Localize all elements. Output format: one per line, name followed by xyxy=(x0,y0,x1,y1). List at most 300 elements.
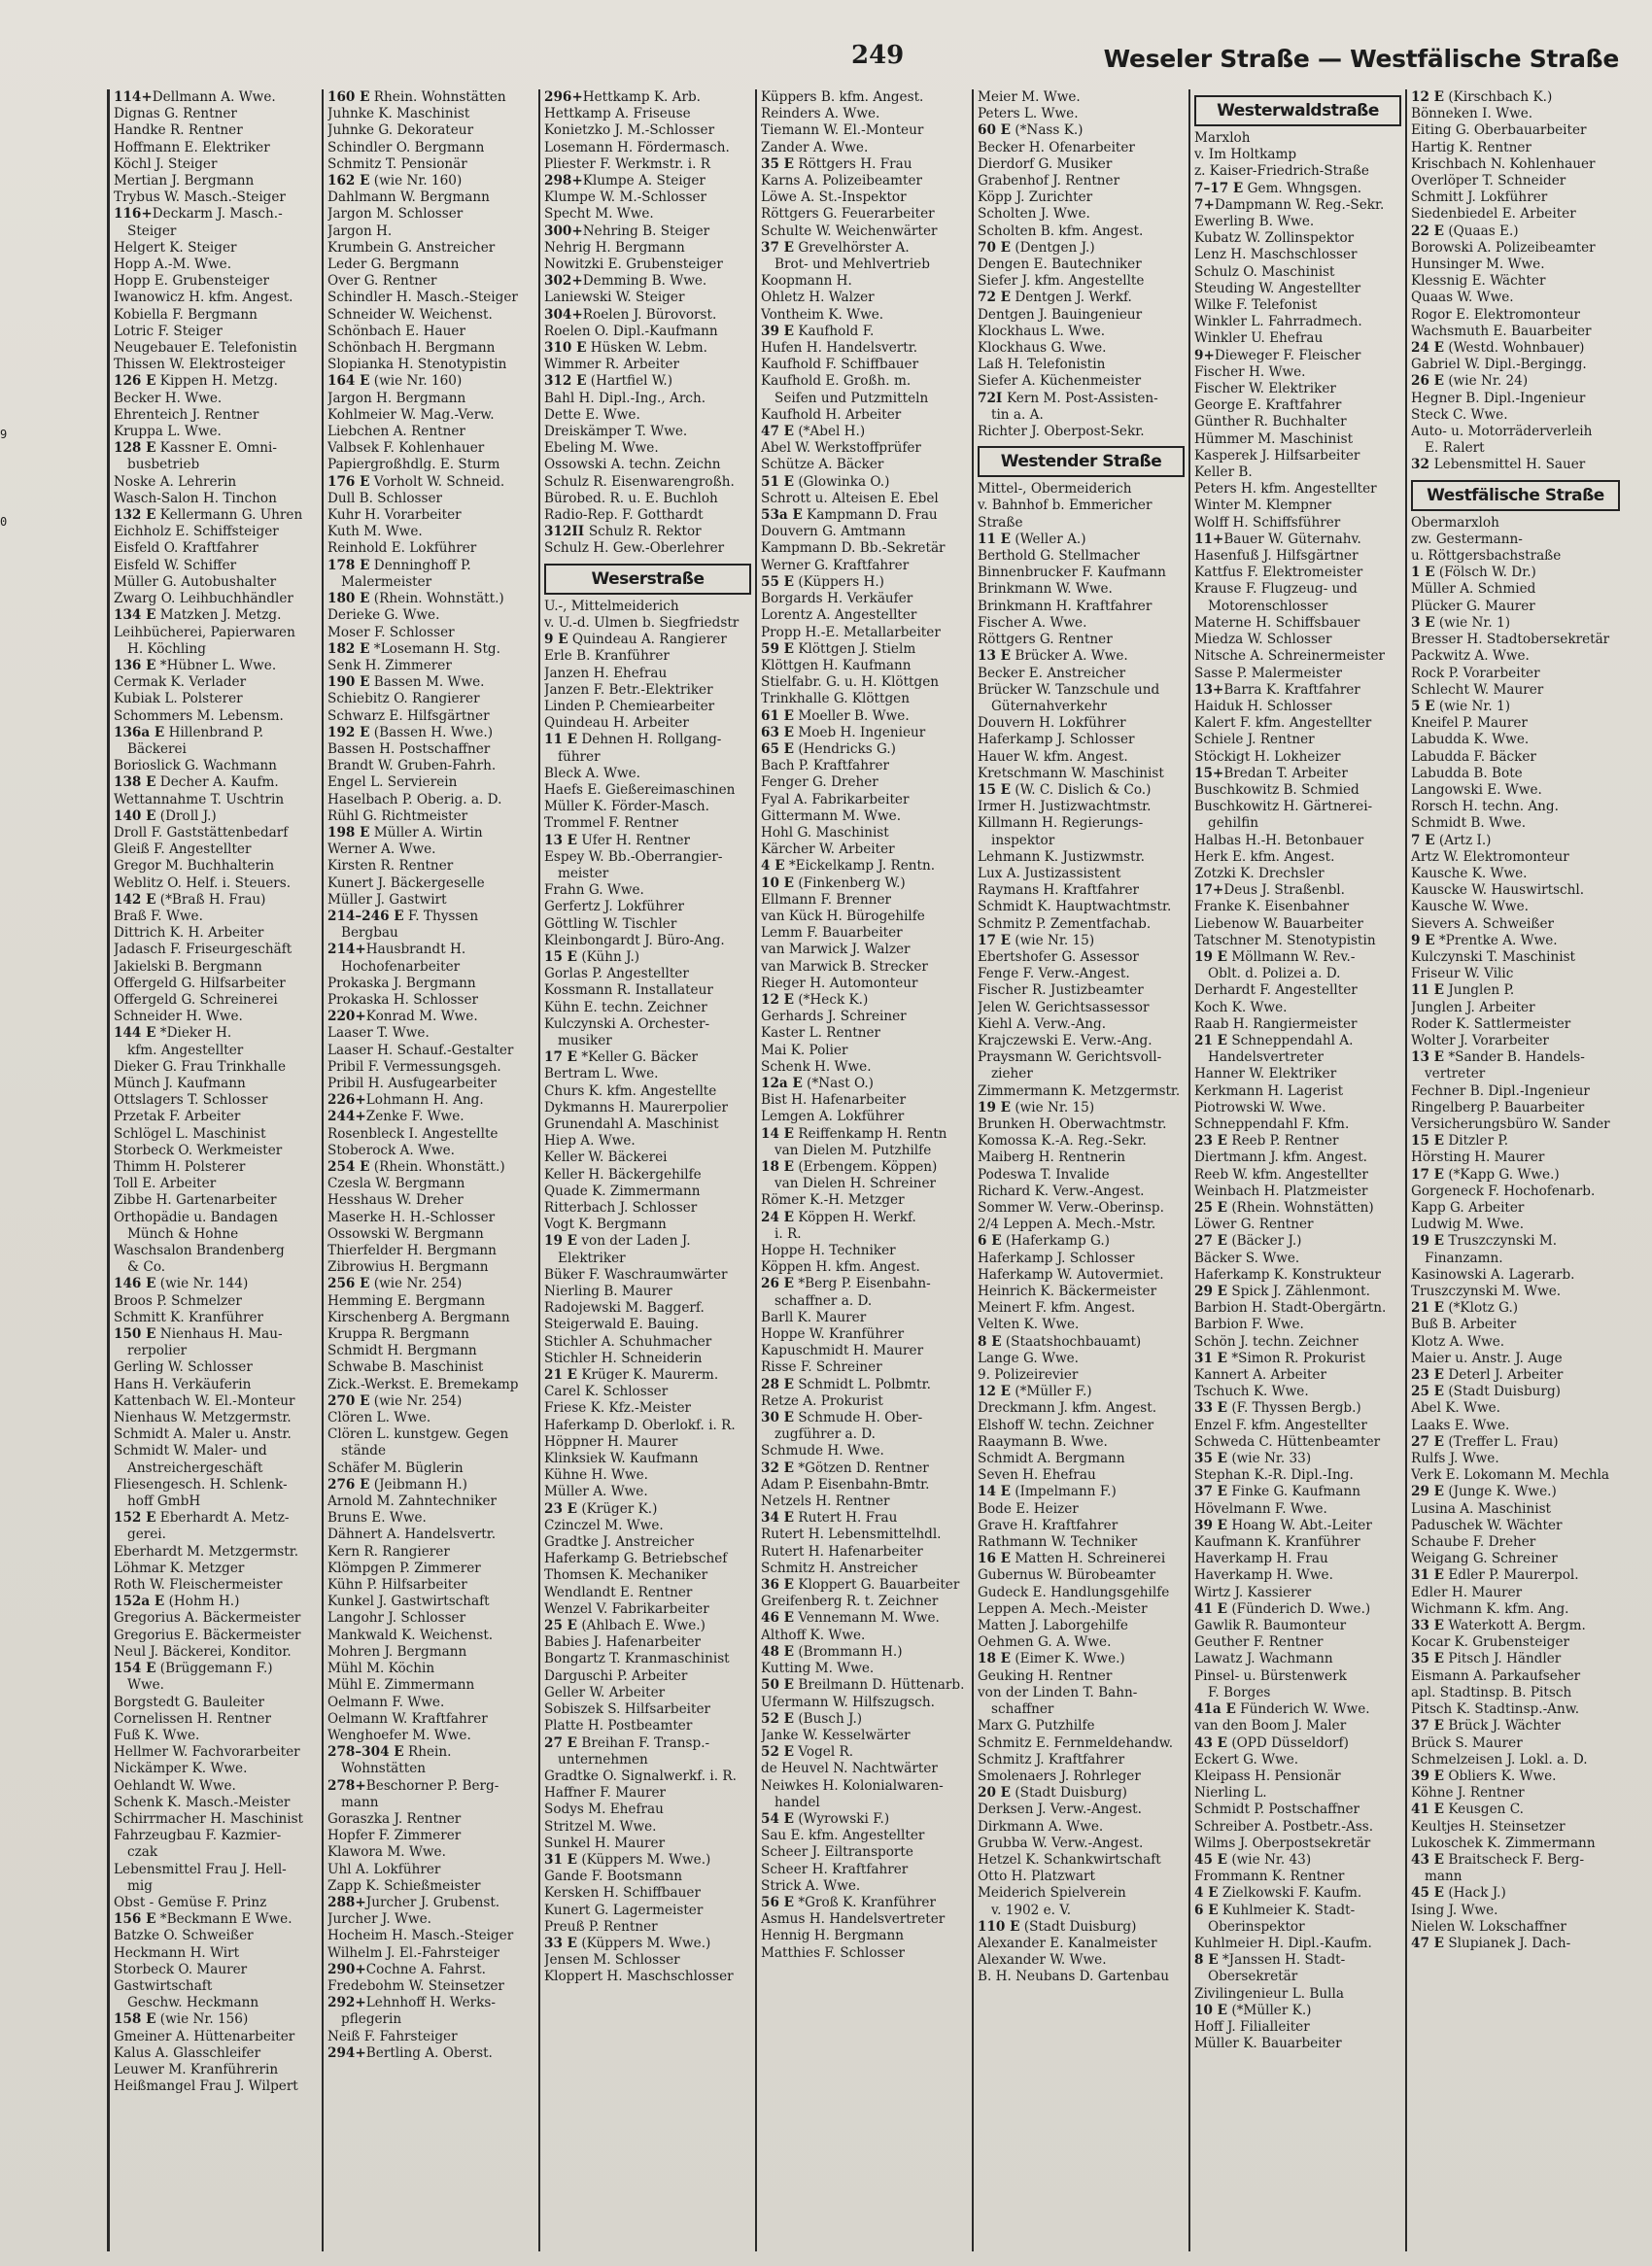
directory-entry: Overlöper T. Schneider xyxy=(1411,173,1566,189)
directory-entry: Douvern G. Amtmann xyxy=(761,524,906,540)
directory-entry: Bassen H. Postschaffner xyxy=(327,740,491,757)
directory-entry: Schwabe B. Maschinist xyxy=(327,1359,484,1376)
directory-entry: Kühn P. Hilfsarbeiter xyxy=(327,1577,467,1594)
directory-entry: 4 E *Eickelkamp J. Rentn. xyxy=(761,858,936,875)
directory-entry: 19 E von der Laden J. xyxy=(544,1233,691,1250)
directory-entry: Auto- u. Motorräderverleih xyxy=(1411,424,1593,440)
directory-entry: Gregor M. Buchhalterin xyxy=(114,858,275,875)
directory-entry: Eberhardt M. Metzgermstr. xyxy=(114,1543,299,1560)
directory-entry: Keller W. Bäckerei xyxy=(544,1150,668,1166)
directory-entry: Hasenfuß J. Hilfsgärtner xyxy=(1194,548,1359,565)
directory-entry: Schmitz T. Pensionär xyxy=(327,155,467,172)
directory-entry: 29 E Spick J. Zählenmont. xyxy=(1194,1284,1370,1300)
directory-entry: Steuding W. Angestellter xyxy=(1194,280,1361,296)
directory-entry: Kloppert H. Maschschlosser xyxy=(544,1969,734,1985)
directory-entry: Schweda C. Hüttenbeamter xyxy=(1194,1433,1381,1450)
directory-entry: Derksen J. Verw.-Angest. xyxy=(978,1802,1142,1818)
directory-entry: Junglen J. Arbeiter xyxy=(1411,999,1535,1015)
directory-entry: Hauer W. kfm. Angest. xyxy=(978,748,1128,765)
directory-entry: Gerhards J. Schreiner xyxy=(761,1009,907,1025)
directory-entry: Klessnig E. Wächter xyxy=(1411,273,1546,290)
directory-entry: 19 E (wie Nr. 15) xyxy=(978,1099,1095,1116)
directory-entry: 17 E *Keller G. Bäcker xyxy=(544,1049,699,1066)
directory-entry: Truszczynski M. Wwe. xyxy=(1411,1284,1562,1300)
margin-mark: 9 xyxy=(0,428,8,441)
directory-entry: mig xyxy=(127,1877,153,1894)
directory-entry: 45 E (wie Nr. 43) xyxy=(1194,1851,1312,1868)
directory-entry: Kausche W. Wwe. xyxy=(1411,899,1529,915)
directory-entry: 304+Roelen J. Bürovorst. xyxy=(544,306,717,323)
directory-entry: Tatschner M. Stenotypistin xyxy=(1194,932,1376,948)
directory-entry: schaffner a. D. xyxy=(774,1292,873,1309)
directory-entry: Löwer G. Rentner xyxy=(1194,1217,1314,1233)
directory-entry: Engel L. Servierein xyxy=(327,774,458,791)
directory-entry: Brot- und Mehlvertrieb xyxy=(774,257,930,273)
directory-entry: Kulczynski T. Maschinist xyxy=(1411,948,1576,965)
directory-entry: Steigerwald E. Bauing. xyxy=(544,1317,700,1333)
directory-entry: Trommel F. Rentner xyxy=(544,815,678,832)
directory-entry: rerpolier xyxy=(127,1343,188,1359)
directory-entry: Pinsel- u. Bürstenwerk xyxy=(1194,1667,1347,1684)
directory-entry: Reeb W. kfm. Angestellter xyxy=(1194,1166,1368,1183)
directory-entry: Velten K. Wwe. xyxy=(978,1317,1080,1333)
directory-entry: Marxloh xyxy=(1194,130,1251,146)
directory-entry: Peters L. Wwe. xyxy=(978,106,1079,122)
directory-entry: Köchl J. Steiger xyxy=(114,155,218,172)
directory-entry: Czesla W. Bergmann xyxy=(327,1176,465,1192)
page-number: 249 xyxy=(851,41,905,70)
directory-entry: Jargon H. Bergmann xyxy=(327,390,466,406)
directory-entry: Keller H. Bäckergehilfe xyxy=(544,1166,702,1183)
directory-entry: Richter J. Oberpost-Sekr. xyxy=(978,424,1145,440)
directory-entry: 114+Dellmann A. Wwe. xyxy=(114,89,276,105)
directory-entry: Mankwald K. Weichenst. xyxy=(327,1627,494,1643)
directory-entry: Quaas W. Wwe. xyxy=(1411,290,1514,306)
directory-column xyxy=(540,89,757,2251)
directory-entry: i. R. xyxy=(774,1225,802,1242)
directory-entry: Kern R. Rangierer xyxy=(327,1543,450,1560)
directory-entry: Rock P. Vorarbeiter xyxy=(1411,665,1540,681)
directory-entry: v. Bahnhof b. Emmericher xyxy=(978,498,1153,514)
directory-entry: Stephan K.-R. Dipl.-Ing. xyxy=(1194,1467,1354,1484)
directory-entry: 34 E Rutert H. Frau xyxy=(761,1510,898,1527)
directory-entry: 254 E (Rhein. Whonstätt.) xyxy=(327,1159,505,1175)
directory-entry: Bruns E. Wwe. xyxy=(327,1510,427,1527)
directory-entry: Müller A. Wwe. xyxy=(544,1484,648,1500)
directory-entry: Konietzko J. M.-Schlosser xyxy=(544,122,715,139)
directory-entry: 12 E (*Müller F.) xyxy=(978,1384,1092,1400)
directory-entry: Fahrzeugbau F. Kazmier- xyxy=(114,1828,282,1844)
directory-entry: Gastwirtschaft xyxy=(114,1977,213,1994)
directory-entry: Stichler H. Schneiderin xyxy=(544,1350,703,1366)
directory-entry: Hesshaus W. Dreher xyxy=(327,1192,464,1209)
directory-entry: Helgert K. Steiger xyxy=(114,239,237,256)
directory-entry: Köppen H. kfm. Angest. xyxy=(761,1259,920,1276)
directory-entry: kfm. Angestellter xyxy=(127,1042,244,1058)
directory-entry: Cornelissen H. Rentner xyxy=(114,1710,271,1727)
directory-entry: 7 E (Artz I.) xyxy=(1411,832,1492,848)
directory-entry: 27 E Breihan F. Transp.- xyxy=(544,1734,710,1751)
directory-entry: Irmer H. Justizwachtmstr. xyxy=(978,799,1152,815)
directory-entry: 61 E Moeller B. Wwe. xyxy=(761,707,910,724)
directory-entry: Winkler L. Fahrradmech. xyxy=(1194,314,1362,330)
directory-entry: 17+Deus J. Straßenbl. xyxy=(1194,882,1345,899)
directory-entry: Steck C. Wwe. xyxy=(1411,406,1508,423)
directory-entry: busbetrieb xyxy=(127,457,200,473)
directory-entry: Mittel-, Obermeiderich xyxy=(978,481,1132,498)
directory-entry: 32 Lebensmittel H. Sauer xyxy=(1411,457,1586,473)
directory-entry: Grunendahl A. Maschinist xyxy=(544,1116,719,1132)
directory-entry: Matthies F. Schlosser xyxy=(761,1944,906,1961)
directory-entry: 8 E *Janssen H. Stadt- xyxy=(1194,1952,1346,1969)
directory-entry: Kühn E. techn. Zeichner xyxy=(544,999,707,1015)
directory-entry: 39 E Kaufhold F. xyxy=(761,323,875,339)
directory-entry: 43 E Braitscheck F. Berg- xyxy=(1411,1851,1585,1868)
directory-entry: Winkler U. Ehefrau xyxy=(1194,330,1324,347)
directory-entry: 45 E (Hack J.) xyxy=(1411,1885,1506,1902)
directory-entry: pflegerin xyxy=(341,2011,402,2028)
directory-entry: 52 E (Busch J.) xyxy=(761,1710,863,1727)
directory-entry: 158 E (wie Nr. 156) xyxy=(114,2011,249,2028)
directory-entry: Hövelmann F. Wwe. xyxy=(1194,1500,1327,1517)
directory-entry: 302+Demming B. Wwe. xyxy=(544,273,707,290)
directory-entry: Becker E. Anstreicher xyxy=(978,665,1126,681)
directory-entry: Kaufhold H. Arbeiter xyxy=(761,406,902,423)
directory-entry: Handke R. Rentner xyxy=(114,122,243,139)
directory-entry: 52 E Vogel R. xyxy=(761,1744,854,1761)
directory-entry: Batzke O. Schweißer xyxy=(114,1928,254,1944)
directory-entry: Borgstedt G. Bauleiter xyxy=(114,1694,264,1710)
directory-entry: Wolff H. Schiffsführer xyxy=(1194,514,1341,531)
directory-entry: Jakielski B. Bergmann xyxy=(114,958,262,975)
directory-entry: 2/4 Leppen A. Mech.-Mstr. xyxy=(978,1217,1156,1233)
directory-entry: Hörsting H. Maurer xyxy=(1411,1150,1545,1166)
directory-entry: Adam P. Eisenbahn-Bmtr. xyxy=(761,1476,930,1493)
directory-entry: Leihbücherei, Papierwaren xyxy=(114,624,295,640)
directory-entry: Uhl A. Lokführer xyxy=(327,1861,441,1877)
directory-entry: Abel K. Wwe. xyxy=(1411,1400,1501,1417)
directory-entry: Rühl G. Richtmeister xyxy=(327,807,468,824)
directory-entry: Borowski A. Polizeibeamter xyxy=(1411,239,1596,256)
directory-entry: Müller K. Bauarbeiter xyxy=(1194,2036,1342,2052)
directory-entry: Rutert H. Lebensmittelhdl. xyxy=(761,1527,942,1543)
directory-entry: 63 E Moeb H. Ingenieur xyxy=(761,724,926,740)
directory-entry: Prokaska J. Bergmann xyxy=(327,975,476,991)
directory-entry: 37 E Brück J. Wächter xyxy=(1411,1718,1562,1734)
directory-entry: Greifenberg R. t. Zeichner xyxy=(761,1594,939,1610)
directory-entry: Versicherungsbüro W. Sander xyxy=(1411,1116,1610,1132)
directory-entry: Lotric F. Steiger xyxy=(114,323,223,339)
directory-entry: Oehmen G. A. Wwe. xyxy=(978,1634,1112,1651)
directory-entry: Piotrowski W. Wwe. xyxy=(1194,1099,1326,1116)
directory-entry: 35 E Pitsch J. Händler xyxy=(1411,1651,1562,1667)
directory-entry: 146 E (wie Nr. 144) xyxy=(114,1276,249,1292)
directory-entry: Schenk H. Wwe. xyxy=(761,1058,872,1075)
directory-entry: Losemann H. Fördermasch. xyxy=(544,139,730,155)
directory-entry: Hemming E. Bergmann xyxy=(327,1292,486,1309)
directory-entry: 50 E Breilmann D. Hüttenarb. xyxy=(761,1677,965,1694)
directory-entry: Linden P. Chemiearbeiter xyxy=(544,698,715,714)
directory-entry: Nickämper K. Wwe. xyxy=(114,1761,248,1777)
directory-entry: Münch J. Kaufmann xyxy=(114,1075,246,1091)
directory-entry: Janzen F. Betr.-Elektriker xyxy=(544,681,713,698)
directory-entry: Lenz H. Maschschlosser xyxy=(1194,247,1358,263)
directory-entry: Zotzki K. Drechsler xyxy=(1194,865,1325,881)
directory-entry: Nierling L. xyxy=(1194,1785,1267,1802)
directory-entry: 47 E Slupianek J. Dach- xyxy=(1411,1935,1571,1951)
directory-entry: Maserke H. H.-Schlosser xyxy=(327,1209,496,1225)
directory-entry: Gleiß F. Angestellter xyxy=(114,841,252,858)
directory-entry: F. Borges xyxy=(1208,1684,1271,1700)
directory-entry: Hoppe W. Kranführer xyxy=(761,1326,905,1343)
directory-entry: Langohr J. Schlosser xyxy=(327,1610,466,1627)
directory-entry: 27 E (Bäcker J.) xyxy=(1194,1233,1302,1250)
directory-entry: Tschuch K. Wwe. xyxy=(1194,1384,1309,1400)
directory-entry: Kerkmann H. Lagerist xyxy=(1194,1082,1344,1099)
directory-entry: Gande F. Bootsmann xyxy=(544,1869,683,1885)
directory-entry: Kausche K. Wwe. xyxy=(1411,865,1528,881)
directory-entry: 150 E Nienhaus H. Mau- xyxy=(114,1326,283,1343)
directory-entry: Stielfabr. G. u. H. Klöttgen xyxy=(761,674,940,691)
directory-entry: Müller G. Autobushalter xyxy=(114,573,277,590)
directory-entry: 21 E Krüger K. Maurerm. xyxy=(544,1367,719,1384)
directory-entry: 134 E Matzken J. Metzg. xyxy=(114,607,282,624)
directory-entry: Pliester F. Werkmstr. i. R xyxy=(544,155,710,172)
directory-entry: Seifen und Putzmitteln xyxy=(774,390,929,406)
directory-entry: 312 E (Hartfiel W.) xyxy=(544,373,673,390)
directory-entry: 226+Lohmann H. Ang. xyxy=(327,1092,484,1109)
directory-entry: 33 E (Küppers M. Wwe.) xyxy=(544,1935,711,1951)
directory-entry: Schmidt B. Wwe. xyxy=(1411,815,1527,832)
directory-entry: Klockhaus L. Wwe. xyxy=(978,323,1106,339)
directory-entry: Storbeck O. Werkmeister xyxy=(114,1142,283,1158)
directory-entry: Rulfs J. Wwe. xyxy=(1411,1451,1499,1467)
directory-entry: 7+Dampmann W. Reg.-Sekr. xyxy=(1194,196,1385,213)
directory-entry: 32 E *Götzen D. Rentner xyxy=(761,1459,929,1476)
directory-entry: Leppen A. Mech.-Meister xyxy=(978,1600,1148,1617)
directory-entry: Braß F. Wwe. xyxy=(114,908,203,924)
directory-entry: Quindeau H. Arbeiter xyxy=(544,715,689,732)
directory-entry: Wettannahme T. Uschtrin xyxy=(114,791,285,807)
directory-entry: 70 E (Dentgen J.) xyxy=(978,239,1095,256)
directory-entry: 156 E *Beckmann E Wwe. xyxy=(114,1911,293,1928)
directory-entry: Oblt. d. Polizei a. D. xyxy=(1208,966,1341,982)
directory-entry: 31 E Edler P. Maurerpol. xyxy=(1411,1567,1579,1584)
directory-entry: u. Röttgersbachstraße xyxy=(1411,548,1562,565)
directory-entry: Dentgen J. Bauingenieur xyxy=(978,306,1143,323)
directory-entry: Schlögel L. Maschinist xyxy=(114,1125,266,1142)
directory-entry: meister xyxy=(558,865,609,881)
directory-entry: 37 E Finke G. Kaufmann xyxy=(1194,1484,1361,1500)
directory-entry: Janke W. Kesselwärter xyxy=(761,1727,911,1743)
directory-entry: Mohren J. Bergmann xyxy=(327,1643,467,1660)
directory-entry: Propp H.-E. Metallarbeiter xyxy=(761,624,941,640)
directory-entry: Gorlas P. Angestellter xyxy=(544,966,689,982)
directory-entry: Fliesengesch. H. Schlenk- xyxy=(114,1476,288,1493)
directory-entry: Laaks E. Wwe. xyxy=(1411,1417,1510,1433)
directory-entry: 19 E Möllmann W. Rev.- xyxy=(1194,948,1356,965)
directory-entry: 198 E Müller A. Wirtin xyxy=(327,824,483,841)
directory-entry: czak xyxy=(127,1844,158,1861)
directory-entry: Jensen M. Schlosser xyxy=(544,1952,680,1969)
directory-entry: Köhne J. Rentner xyxy=(1411,1785,1525,1802)
directory-entry: Fredebohm W. Steinsetzer xyxy=(327,1977,504,1994)
directory-entry: Kauscke W. Hauswirtschl. xyxy=(1411,882,1585,899)
directory-entry: Schulz H. Gew.-Oberlehrer xyxy=(544,540,725,557)
directory-entry: Broos P. Schmelzer xyxy=(114,1292,242,1309)
directory-entry: 10 E (Finkenberg W.) xyxy=(761,875,906,891)
directory-entry: 21 E Schneppendahl A. xyxy=(1194,1032,1354,1048)
directory-columns xyxy=(107,89,1625,2251)
directory-entry: Löhmar K. Metzger xyxy=(114,1560,245,1576)
directory-entry: Quade K. Zimmermann xyxy=(544,1183,701,1199)
directory-entry: Buschkowitz B. Schmied xyxy=(1194,781,1359,798)
directory-entry: Weigang G. Schreiner xyxy=(1411,1551,1558,1567)
directory-entry: Frahn G. Wwe. xyxy=(544,882,644,899)
directory-entry: Lux A. Justizassistent xyxy=(978,865,1121,881)
directory-entry: Thissen W. Elektrosteiger xyxy=(114,357,286,373)
directory-entry: Bresser H. Stadtobersekretär xyxy=(1411,632,1610,648)
directory-entry: apl. Stadtinsp. B. Pitsch xyxy=(1411,1684,1572,1700)
directory-entry: Mertian J. Bergmann xyxy=(114,173,255,189)
directory-entry: Kaufhold E. Großh. m. xyxy=(761,373,912,390)
directory-entry: Praysmann W. Gerichtsvoll- xyxy=(978,1049,1162,1066)
directory-entry: 12 E (Kirschbach K.) xyxy=(1411,89,1553,105)
directory-entry: Fechner B. Dipl.-Ingenieur xyxy=(1411,1082,1590,1099)
directory-entry: Wenzel V. Fabrikarbeiter xyxy=(544,1600,709,1617)
directory-entry: Juhnke G. Dekorateur xyxy=(327,122,474,139)
directory-entry: vertreter xyxy=(1425,1066,1486,1082)
directory-entry: Hufen H. Handelsvertr. xyxy=(761,340,918,357)
directory-entry: Kulczynski A. Orchester- xyxy=(544,1015,710,1032)
directory-entry: Schmidt A. Maler u. Anstr. xyxy=(114,1426,292,1443)
directory-entry: 18 E (Eimer K. Wwe.) xyxy=(978,1651,1125,1667)
directory-entry: Gittermann M. Wwe. xyxy=(761,807,902,824)
directory-entry: Gawlik R. Baumonteur xyxy=(1194,1618,1347,1634)
directory-entry: Kunkel J. Gastwirtschaft xyxy=(327,1594,490,1610)
directory-entry: 26 E (wie Nr. 24) xyxy=(1411,373,1529,390)
directory-entry: 294+Bertling A. Oberst. xyxy=(327,2044,493,2061)
directory-entry: Zander A. Wwe. xyxy=(761,139,869,155)
directory-entry: Kalert F. kfm. Angestellter xyxy=(1194,715,1372,732)
directory-entry: Schönbach H. Bergmann xyxy=(327,340,496,357)
directory-entry: Schwarz E. Hilfsgärtner xyxy=(327,707,490,724)
directory-entry: Gorgeneck F. Hochofenarb. xyxy=(1411,1183,1596,1199)
directory-entry: Ewerling B. Wwe. xyxy=(1194,214,1315,230)
directory-entry: Dreiskämper T. Wwe. xyxy=(544,424,688,440)
directory-entry: unternehmen xyxy=(558,1751,648,1768)
directory-entry: Kannert A. Arbeiter xyxy=(1194,1367,1326,1384)
directory-entry: 17 E (*Kapp G. Wwe.) xyxy=(1411,1166,1560,1183)
directory-entry: Schütze A. Bäcker xyxy=(761,457,884,473)
directory-entry: Winter M. Klempner xyxy=(1194,498,1332,514)
directory-entry: gehilfin xyxy=(1208,815,1259,832)
directory-entry: Leder G. Bergmann xyxy=(327,257,460,273)
directory-entry: Haefs E. Gießereimaschinen xyxy=(544,781,736,798)
directory-entry: Brück S. Maurer xyxy=(1411,1734,1523,1751)
directory-column xyxy=(1190,89,1407,2251)
directory-entry: Brinkmann H. Kraftfahrer xyxy=(978,598,1153,614)
directory-entry: Klockhaus G. Wwe. xyxy=(978,340,1107,357)
directory-entry: 8 E (Staatshochbauamt) xyxy=(978,1333,1142,1350)
directory-entry: Slopianka H. Stenotypistin xyxy=(327,357,507,373)
directory-entry: 33 E Waterkott A. Bergm. xyxy=(1411,1618,1586,1634)
directory-entry: 54 E (Wyrowski F.) xyxy=(761,1810,890,1827)
directory-entry: Binnenbrucker F. Kaufmann xyxy=(978,565,1166,581)
directory-entry: Thimm H. Polsterer xyxy=(114,1159,246,1175)
directory-entry: Kirsten R. Rentner xyxy=(327,858,454,875)
directory-entry: 39 E Obliers K. Wwe. xyxy=(1411,1768,1557,1784)
directory-entry: Zimmermann K. Metzgermstr. xyxy=(978,1082,1181,1099)
directory-entry: 214–246 E F. Thyssen xyxy=(327,908,479,924)
directory-entry: Lukoschek K. Zimmermann xyxy=(1411,1835,1596,1851)
directory-entry: 192 E (Bassen H. Wwe.) xyxy=(327,724,494,740)
directory-entry: Obermarxloh xyxy=(1411,514,1499,531)
directory-entry: 9 E Quindeau A. Rangierer xyxy=(544,632,727,648)
directory-entry: 16 E Matten H. Schreinerei xyxy=(978,1551,1166,1567)
directory-entry: van den Boom J. Maler xyxy=(1194,1718,1347,1734)
directory-entry: Schmidt H. Bergmann xyxy=(327,1343,477,1359)
directory-entry: Lusina A. Maschinist xyxy=(1411,1500,1552,1517)
directory-entry: mann xyxy=(1425,1869,1463,1885)
directory-entry: Hennig H. Bergmann xyxy=(761,1928,905,1944)
directory-entry: Sodys M. Ehefrau xyxy=(544,1802,664,1818)
directory-entry: Becker H. Wwe. xyxy=(114,390,223,406)
directory-entry: Küppers B. kfm. Angest. xyxy=(761,89,924,105)
directory-entry: Sau E. kfm. Angestellter xyxy=(761,1828,925,1844)
directory-entry: v. U.-d. Ulmen b. Siegfriedstr xyxy=(544,614,740,631)
directory-entry: Laß H. Telefonistin xyxy=(978,357,1106,373)
directory-entry: Dette E. Wwe. xyxy=(544,406,640,423)
directory-entry: Ringelberg P. Bauarbeiter xyxy=(1411,1099,1585,1116)
directory-entry: Buschkowitz H. Gärtnerei- xyxy=(1194,799,1373,815)
directory-entry: Haferkamp G. Betriebschef xyxy=(544,1551,728,1567)
directory-entry: 51 E (Glowinka O.) xyxy=(761,473,890,490)
directory-entry: Schrott u. Alteisen E. Ebel xyxy=(761,490,939,506)
directory-entry: Röttgers G. Feuerarbeiter xyxy=(761,206,935,223)
directory-entry: Schiele J. Rentner xyxy=(1194,732,1315,748)
directory-entry: Eiting G. Oberbauarbeiter xyxy=(1411,122,1587,139)
directory-entry: Hettkamp A. Friseuse xyxy=(544,106,691,122)
directory-entry: Gerfertz J. Lokführer xyxy=(544,899,684,915)
directory-entry: 126 E Kippen H. Metzg. xyxy=(114,373,278,390)
directory-entry: Rutert H. Hafenarbeiter xyxy=(761,1543,923,1560)
directory-entry: Retze A. Prokurist xyxy=(761,1392,883,1409)
directory-entry: Fenger G. Dreher xyxy=(761,774,878,791)
directory-entry: Ossowski A. techn. Zeichn xyxy=(544,457,721,473)
directory-entry: Babies J. Hafenarbeiter xyxy=(544,1634,702,1651)
directory-entry: Trybus W. Masch.-Steiger xyxy=(114,189,286,206)
directory-entry: 19 E Truszczynski M. xyxy=(1411,1233,1558,1250)
directory-entry: Lebensmittel Frau J. Hell- xyxy=(114,1861,287,1877)
directory-entry: 24 E Köppen H. Werkf. xyxy=(761,1209,916,1225)
directory-entry: 15+Bredan T. Arbeiter xyxy=(1194,765,1348,781)
directory-entry: Kunert J. Bäckergeselle xyxy=(327,875,485,891)
directory-entry: inspektor xyxy=(991,832,1055,848)
street-heading: Westender Straße xyxy=(978,446,1185,477)
directory-entry: Lemm F. Bauarbeiter xyxy=(761,925,903,942)
directory-entry: Hopfer F. Zimmerer xyxy=(327,1828,462,1844)
directory-entry: 116+Deckarm J. Masch.- xyxy=(114,206,283,223)
directory-entry: Schulte W. Weichenwärter xyxy=(761,223,938,239)
directory-entry: Bönneken I. Wwe. xyxy=(1411,106,1533,122)
directory-entry: Keller B. xyxy=(1194,464,1253,481)
directory-entry: Dierdorf G. Musiker xyxy=(978,155,1113,172)
directory-entry: Kärcher W. Arbeiter xyxy=(761,841,895,858)
directory-entry: Schmitz J. Kraftfahrer xyxy=(978,1751,1125,1768)
directory-entry: Friese K. Kfz.-Meister xyxy=(544,1400,692,1417)
directory-entry: Fenge F. Verw.-Angest. xyxy=(978,966,1130,982)
